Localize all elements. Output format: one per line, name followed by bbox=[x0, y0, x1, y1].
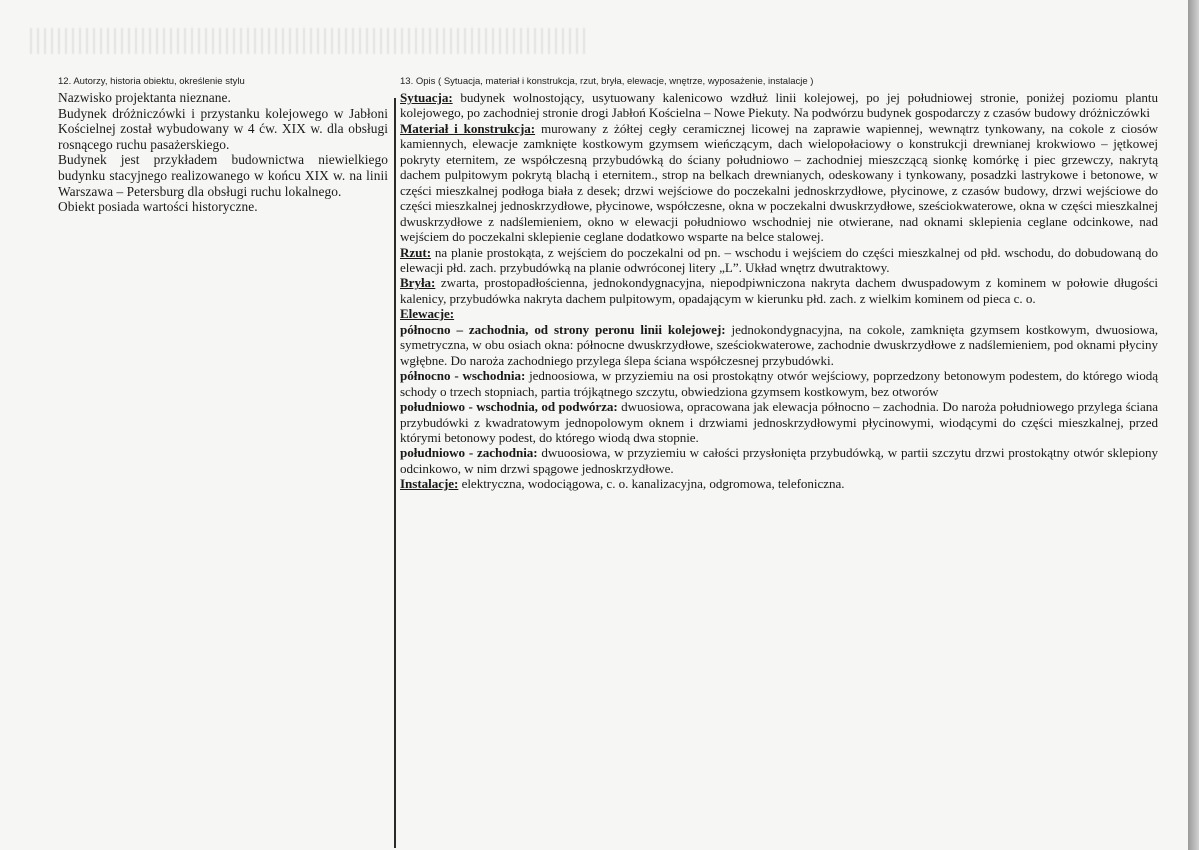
elewacja-text: jednokondygnacyjna, na cokole, zamknięta gzymsem kostkowym, dwuosiowa, symetryczna, w obu osiach okna: północne dwuskrzydłowe, sześciokwaterowe, zachodnie dwuskrzydłowe z nadślemieniem, pod oknami płyciny wgłębne. Do naroża zachodniego przylega ślepa ściana współczesnej przybudówki. bbox=[400, 321, 1158, 368]
scan-artifact bbox=[30, 28, 590, 54]
elewacje-heading-paragraph bbox=[400, 306, 1158, 321]
section-12-heading: 12. Autorzy, historia obiektu, określenie stylu bbox=[58, 76, 245, 87]
elewacja-text: dwuoosiowa, w przyziemiu w całości przysłonięta przybudówką, w partii szczytu drzwi prostokątny otwór sklepiony odcinkowo, w nim drzwi spągowe jednoskrzydłowe. bbox=[400, 445, 1158, 476]
elewacja-item bbox=[400, 445, 1158, 476]
section-13-body bbox=[400, 90, 1158, 492]
value-paragraph: Obiekt posiada wartości historyczne. bbox=[58, 199, 258, 215]
elewacja-text: jednoosiowa, w przyziemiu na osi prostokątny otwór wejściowy, poprzedzony betonowym podestem, do którego wiodą schody o trzech stopniach, partia trójkątnego szczytu, obwiedziona gzymsem kostkowym, bez otworów bbox=[400, 368, 1158, 399]
material-label: Materiał i konstrukcja: bbox=[400, 120, 536, 136]
instalacje-text: elektryczna, wodociągowa, c. o. kanalizacyjna, odgromowa, telefoniczna. bbox=[458, 476, 845, 492]
rzut-label: Rzut: bbox=[400, 244, 432, 260]
scanner-edge bbox=[1188, 0, 1199, 850]
elewacja-name: północno - wschodnia: bbox=[400, 368, 526, 384]
elewacje-label: Elewacje: bbox=[400, 306, 455, 322]
section-12 bbox=[58, 76, 388, 215]
style-paragraph: Budynek jest przykładem budownictwa niewielkiego budynku stacyjnego realizowanego w końcu XIX w. na linii Warszawa – Petersburg dla obsługi ruchu lokalnego. bbox=[58, 152, 388, 199]
elewacja-item bbox=[400, 368, 1158, 399]
rzut-text: na planie prostokąta, z wejściem do poczekalni od pn. – wschodu i wejściem do części mieszkalnej od płd. wschodu, do dobudowaną do elewacji płd. zach. przybudówką na planie odwróconej litery „L”. Układ wnętrz dwutraktowy. bbox=[400, 244, 1158, 275]
elewacja-item bbox=[400, 322, 1158, 368]
rzut-paragraph bbox=[400, 245, 1158, 276]
elewacja-item bbox=[400, 399, 1158, 445]
elewacja-name: północno – zachodnia, od strony peronu linii kolejowej: bbox=[400, 321, 726, 337]
elewacja-name: południowo - wschodnia, od podwórza: bbox=[400, 399, 618, 415]
column-divider bbox=[394, 98, 396, 848]
history-paragraph: Budynek dróżniczówki i przystanku kolejowego w Jabłoni Kościelnej został wybudowany w 4 ćw. XIX w. dla obsługi rosnącego ruchu pasażerskiego. bbox=[58, 105, 388, 152]
material-text: murowany z żółtej cegły ceramicznej licowej na zaprawie wapiennej, wewnątrz tynkowany, na cokole z ciosów kamiennych, elewacje zamknięte kostkowym gzymsem wieńczącym, dach wielopołaciowy o konstrukcji drewnianej krokwiowo – jętkowej pokryty eternitem, ze współczesną przybudówką do ściany południowo – zachodniej mieszczącą sionkę komórkę i piec grzewczy, nakrytą dachem pulpitowym pokrytą blachą i eternitem., strop na belkach drewnianych, odeskowany i tynkowany, posadzki lastrykowe i betonowe, w części mieszkalnej podłoga biała z desek; drzwi wejściowe do poczekalni jednoskrzydłowe, płycinowe, z czasów budowy, drzwi wejściowe do części mieszkalnej jednoskrzydłowe, płycinowe, współczesne, okna w poczekalni dwuskrzydłowe, sześciokwaterowe, okna w części mieszkalnej dwuskrzydłowe z nadślemieniem, okno w elewacji południowo wschodniej nie otwierane, nad oknami sklepienia ceglane odcinkowe, nad wejściem do poczekalni sklepienie ceglane dodatkowo wsparte na belce stalowej. bbox=[400, 120, 1158, 245]
bryla-text: zwarta, prostopadłościenna, jednokondygnacyjna, niepodpiwniczona nakryta dachem dwuspadowym z kominem w połowie długości kalenicy, przybudówka nakryta dachem pulpitowym, opadającym w kierunku płd. zach. z wielkim kominem od pieca c. o. bbox=[400, 275, 1158, 306]
section-13-heading: 13. Opis ( Sytuacja, materiał i konstrukcja, rzut, bryła, elewacje, wnętrze, wyposażenie, instalacje ) bbox=[400, 76, 814, 87]
bryla-paragraph bbox=[400, 275, 1158, 306]
material-paragraph bbox=[400, 121, 1158, 245]
designer-paragraph: Nazwisko projektanta nieznane. bbox=[58, 90, 231, 105]
elewacja-name: południowo - zachodnia: bbox=[400, 445, 538, 461]
elewacja-text: dwuosiowa, opracowana jak elewacja północno – zachodnia. Do naroża południowego przylega ściana przybudówki z kwadratowym jednopolowym oknem i drzwiami jednoskrzydłowymi płycinowymi, wiodącymi do części mieszkalnej, przed którymi betonowy podest, do którego wiodą dwa stopnie. bbox=[400, 399, 1158, 445]
section-13 bbox=[400, 76, 1158, 492]
sytuacja-text: budynek wolnostojący, usytuowany kalenicowo wzdłuż linii kolejowej, po jej południowej stronie, poniżej poziomu plantu kolejowego, po zachodniej stronie drogi Jabłoń Kościelna – Nowe Piekuty. Na podwórzu budynek gospodarczy z czasów budowy dróżniczówki bbox=[400, 90, 1158, 121]
instalacje-paragraph bbox=[400, 476, 1158, 491]
bryla-label: Bryła: bbox=[400, 275, 436, 291]
instalacje-label: Instalacje: bbox=[400, 476, 459, 492]
sytuacja-paragraph bbox=[400, 90, 1158, 121]
section-12-body bbox=[58, 90, 388, 215]
sytuacja-label: Sytuacja: bbox=[400, 90, 453, 105]
